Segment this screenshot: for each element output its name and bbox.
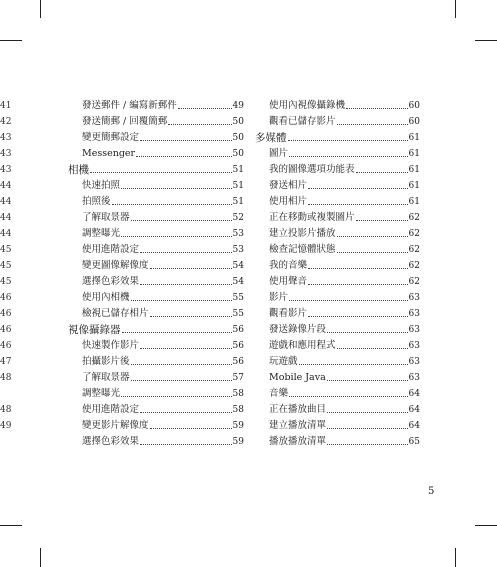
- dot-leader: [337, 252, 408, 253]
- toc-entry-title: 使用相片: [269, 196, 308, 207]
- toc-entry-title: 拍攝影片後: [82, 356, 130, 367]
- toc-entry-page: 57: [232, 373, 244, 383]
- toc-entry: [82, 96, 244, 112]
- toc-entry-page: 63: [408, 309, 420, 319]
- toc-entry-title: 發送相片: [269, 180, 308, 191]
- toc-entry-page: 50: [232, 117, 244, 127]
- toc-entry-page: 64: [408, 405, 420, 415]
- left-margin-number: 46: [0, 309, 12, 319]
- left-margin-number: 46: [0, 325, 12, 335]
- toc-entry-title: 發送錄像片段: [269, 324, 327, 335]
- toc-entry: [269, 144, 420, 160]
- dot-leader: [337, 348, 408, 349]
- toc-entry-title: 我的圖像選項功能表: [269, 164, 355, 175]
- toc-entry: [269, 160, 420, 176]
- dot-leader: [308, 284, 408, 285]
- toc-entry-title: 選擇色彩效果: [82, 276, 140, 287]
- toc-entry-title: Messenger: [82, 148, 136, 159]
- toc-entry: [269, 336, 420, 352]
- toc-entry: [82, 336, 244, 352]
- toc-entry: [82, 224, 244, 240]
- crop-mark: [0, 40, 22, 41]
- dot-leader: [299, 364, 408, 365]
- toc-entry-title: 視像攝錄器: [68, 324, 121, 336]
- dot-leader: [356, 220, 408, 221]
- left-margin-number: 44: [0, 197, 12, 207]
- toc-entry-page: 51: [232, 165, 244, 175]
- toc-entry-page: 53: [232, 229, 244, 239]
- dot-leader: [131, 220, 232, 221]
- toc-entry: [82, 272, 244, 288]
- toc-entry-page: 63: [408, 373, 420, 383]
- toc-entry-page: 61: [408, 165, 420, 175]
- dot-leader: [327, 444, 408, 445]
- toc-entry-page: 64: [408, 389, 420, 399]
- toc-entry-title: 變更簡郵設定: [82, 132, 140, 143]
- toc-entry: [82, 368, 244, 384]
- toc-entry-title: 我的音樂: [269, 260, 308, 271]
- left-margin-number: 43: [0, 133, 12, 143]
- toc-entry: [82, 112, 244, 128]
- toc-entry-title: 使用進階設定: [82, 244, 140, 255]
- dot-leader: [178, 108, 232, 109]
- toc-entry-page: 63: [408, 341, 420, 351]
- toc-entry-title: 調整曝光: [82, 388, 121, 399]
- dot-leader: [308, 268, 408, 269]
- left-margin-number: [0, 384, 16, 400]
- toc-entry-page: 56: [232, 325, 244, 335]
- toc-entry: [269, 112, 420, 128]
- toc-entry: [82, 352, 244, 368]
- toc-entry-title: Mobile Java: [269, 372, 326, 383]
- toc-entry: [68, 160, 244, 176]
- dot-leader: [327, 412, 408, 413]
- crop-mark: [455, 548, 456, 567]
- dot-leader: [308, 188, 408, 189]
- toc-entry-title: 影片: [269, 292, 289, 303]
- toc-entry-title: 調整曝光: [82, 228, 121, 239]
- toc-entry-title: 圖片: [269, 148, 289, 159]
- toc-entry-page: 52: [232, 213, 244, 223]
- toc-entry: [269, 176, 420, 192]
- toc-entry-page: 56: [232, 341, 244, 351]
- toc-entry-page: 61: [408, 181, 420, 191]
- toc-entry: [269, 384, 420, 400]
- toc-entry-title: 發送簡郵 / 回覆簡郵: [82, 116, 168, 127]
- toc-entry-title: 檢查記憶體狀態: [269, 244, 336, 255]
- left-margin-number: 41: [0, 101, 12, 111]
- toc-entry-title: 觀看已儲存影片: [269, 116, 336, 127]
- toc-entry-title: 使用內相機: [82, 292, 130, 303]
- dot-leader: [131, 300, 232, 301]
- toc-entry: [82, 192, 244, 208]
- toc-entry-page: 62: [408, 277, 420, 287]
- toc-entry-page: 63: [408, 293, 420, 303]
- toc-entry: [269, 272, 420, 288]
- toc-entry: [269, 96, 420, 112]
- toc-entry-page: 50: [232, 133, 244, 143]
- dot-leader: [90, 172, 232, 173]
- toc-entry: [82, 208, 244, 224]
- dot-leader: [140, 140, 232, 141]
- toc-entry: [82, 304, 244, 320]
- toc-entry-page: 62: [408, 245, 420, 255]
- toc-entry-title: 了解取景器: [82, 372, 130, 383]
- left-margin-number: 46: [0, 293, 12, 303]
- toc-entry-title: 變更影片解像度: [82, 420, 149, 431]
- toc-entry: [269, 240, 420, 256]
- toc-entry-page: 61: [408, 149, 420, 159]
- left-margin-number: 42: [0, 117, 12, 127]
- toc-entry-title: 拍照後: [82, 196, 111, 207]
- toc-entry-title: 建立投影片播放: [269, 228, 336, 239]
- crop-mark: [455, 0, 456, 18]
- dot-leader: [112, 204, 232, 205]
- dot-leader: [337, 236, 408, 237]
- toc-entry-title: 變更圖像解像度: [82, 260, 149, 271]
- toc-entry: [269, 400, 420, 416]
- toc-entry: [82, 288, 244, 304]
- toc-entry-page: 49: [232, 101, 244, 111]
- crop-mark: [475, 40, 497, 41]
- dot-leader: [140, 444, 232, 445]
- dot-leader: [121, 396, 232, 397]
- dot-leader: [168, 124, 231, 125]
- toc-entry-title: 相機: [68, 164, 89, 176]
- toc-entry-page: 61: [408, 197, 420, 207]
- left-margin-number: 43: [0, 165, 12, 175]
- toc-entry: [269, 224, 420, 240]
- dot-leader: [289, 156, 408, 157]
- left-margin-number: 45: [0, 245, 12, 255]
- toc-entry-title: 快速製作影片: [82, 340, 140, 351]
- toc-entry-title: 播放播放清單: [269, 436, 327, 447]
- toc-entry: [82, 144, 244, 160]
- dot-leader: [288, 140, 408, 141]
- dot-leader: [289, 396, 408, 397]
- dot-leader: [136, 156, 231, 157]
- dot-leader: [121, 188, 232, 189]
- toc-entry: [82, 256, 244, 272]
- left-margin-number: 48: [0, 405, 12, 415]
- toc-entry-title: 快速拍照: [82, 180, 121, 191]
- dot-leader: [121, 236, 232, 237]
- left-margin-number: 46: [0, 341, 12, 351]
- dot-leader: [131, 364, 232, 365]
- dot-leader: [308, 316, 408, 317]
- toc-entry: [269, 352, 420, 368]
- dot-leader: [140, 348, 232, 349]
- dot-leader: [327, 380, 408, 381]
- dot-leader: [327, 332, 408, 333]
- toc-entry: [82, 400, 244, 416]
- toc-entry-title: 正在移動或複製圖片: [269, 212, 355, 223]
- toc-entry: [82, 416, 244, 432]
- toc-entry: [82, 240, 244, 256]
- toc-entry-page: 53: [232, 245, 244, 255]
- toc-entry: [269, 208, 420, 224]
- toc-entry-page: 62: [408, 229, 420, 239]
- dot-leader: [337, 124, 408, 125]
- toc-entry-page: 63: [408, 357, 420, 367]
- toc-entry-page: 55: [232, 309, 244, 319]
- toc-entry-title: 正在播放曲目: [269, 404, 327, 415]
- crop-mark: [475, 525, 497, 526]
- toc-entry-page: 54: [232, 261, 244, 271]
- toc-entry: [269, 192, 420, 208]
- toc-entry-title: 觀看影片: [269, 308, 308, 319]
- crop-mark: [40, 0, 41, 18]
- toc-entry-page: 55: [232, 293, 244, 303]
- toc-entry-title: 使用進階設定: [82, 404, 140, 415]
- toc-entry-title: 遊戲和應用程式: [269, 340, 336, 351]
- toc-entry: [68, 320, 244, 336]
- dot-leader: [150, 316, 232, 317]
- dot-leader: [289, 300, 408, 301]
- toc-entry-title: 音樂: [269, 388, 289, 399]
- toc-entry-title: 發送郵件 / 編寫新郵件: [82, 100, 177, 111]
- toc-entry: [82, 128, 244, 144]
- toc-entry: [82, 176, 244, 192]
- toc-entry-page: 59: [232, 437, 244, 447]
- page-number: 5: [428, 486, 435, 497]
- toc-entry-page: 60: [408, 117, 420, 127]
- left-margin-number: 44: [0, 181, 12, 191]
- toc-entry-page: 61: [408, 133, 420, 143]
- toc-entry-title: 檢視已儲存相片: [82, 308, 149, 319]
- toc-entry-page: 63: [408, 325, 420, 335]
- dot-leader: [140, 412, 232, 413]
- crop-mark: [0, 525, 22, 526]
- left-margin-number: 49: [0, 421, 12, 431]
- left-margin-number: 44: [0, 213, 12, 223]
- toc-entry-page: 58: [232, 405, 244, 415]
- toc-entry: [82, 384, 244, 400]
- dot-leader: [140, 252, 232, 253]
- left-margin-number: 47: [0, 357, 12, 367]
- toc-entry: [269, 368, 420, 384]
- toc-entry-page: 65: [408, 437, 420, 447]
- left-margin-number: 48: [0, 373, 12, 383]
- toc-entry-page: 60: [408, 101, 420, 111]
- left-margin-number: 45: [0, 277, 12, 287]
- toc-entry-title: 了解取景器: [82, 212, 130, 223]
- toc-entry-title: 建立播放清單: [269, 420, 327, 431]
- crop-mark: [40, 548, 41, 567]
- toc-entry-title: 選擇色彩效果: [82, 436, 140, 447]
- toc-entry-title: 使用內視像攝錄機: [269, 100, 346, 111]
- toc-entry-page: 64: [408, 421, 420, 431]
- dot-leader: [150, 268, 232, 269]
- dot-leader: [327, 428, 408, 429]
- toc-entry-page: 62: [408, 261, 420, 271]
- dot-leader: [140, 284, 232, 285]
- dot-leader: [131, 380, 232, 381]
- toc-entry-page: 51: [232, 181, 244, 191]
- toc-entry-page: 59: [232, 421, 244, 431]
- toc-entry-page: 62: [408, 213, 420, 223]
- left-margin-number: 45: [0, 261, 12, 271]
- toc-entry-page: 50: [232, 149, 244, 159]
- toc-entry: [269, 304, 420, 320]
- toc-entry-page: 56: [232, 357, 244, 367]
- dot-leader: [356, 172, 408, 173]
- toc-entry-page: 58: [232, 389, 244, 399]
- toc-entry: [82, 432, 244, 448]
- toc-entry-page: 51: [232, 197, 244, 207]
- toc-entry-title: 玩遊戲: [269, 356, 298, 367]
- left-margin-number: 44: [0, 229, 12, 239]
- toc-entry-title: 使用聲音: [269, 276, 308, 287]
- dot-leader: [346, 108, 408, 109]
- left-margin-number: 43: [0, 149, 12, 159]
- dot-leader: [122, 332, 232, 333]
- toc-entry: [269, 416, 420, 432]
- toc-entry-page: 54: [232, 277, 244, 287]
- toc-entry: [255, 128, 420, 144]
- toc-entry: [269, 320, 420, 336]
- toc-entry: [269, 432, 420, 448]
- toc-entry: [269, 256, 420, 272]
- dot-leader: [150, 428, 232, 429]
- toc-entry-title: 多媒體: [255, 132, 287, 144]
- dot-leader: [308, 204, 408, 205]
- toc-entry: [269, 288, 420, 304]
